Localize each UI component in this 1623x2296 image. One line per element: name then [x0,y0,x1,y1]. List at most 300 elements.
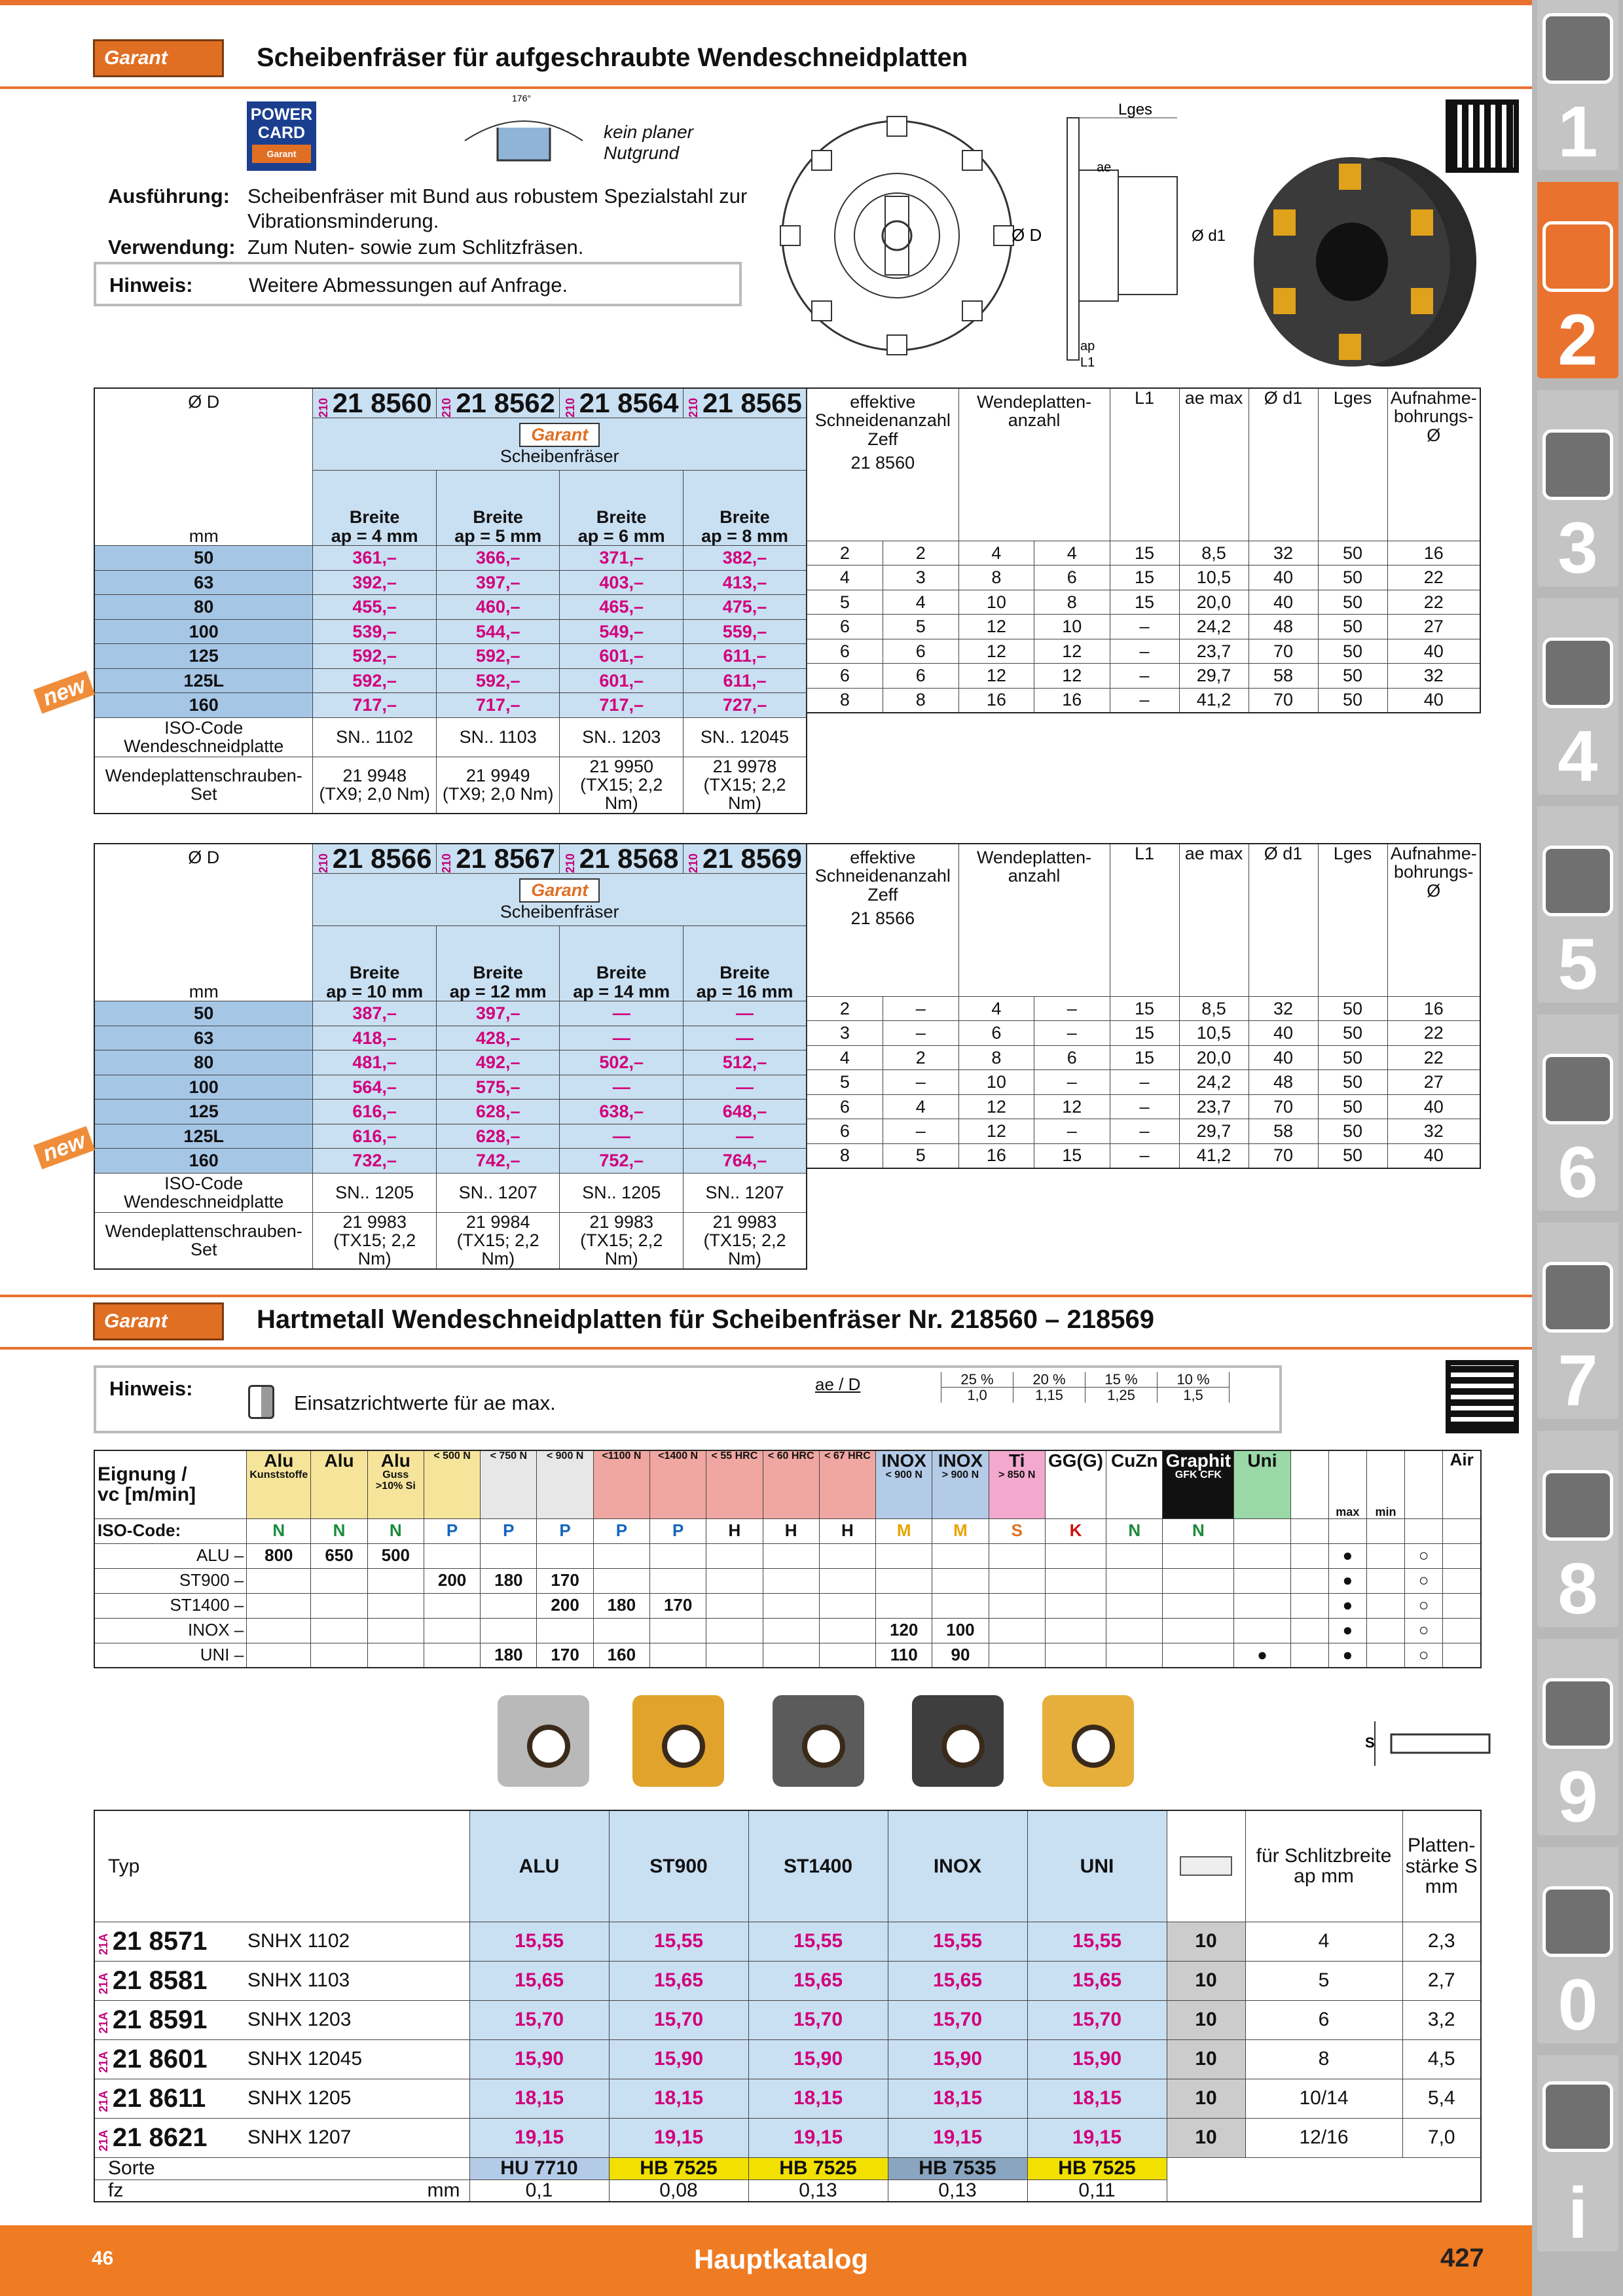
grade-header: ST900 [609,1810,748,1922]
material-column: <1400 N [650,1450,706,1518]
spec-cell: 3 [883,565,958,590]
insert-table [94,1810,1482,2202]
diameter-cell: 100 [94,1075,313,1100]
width-label: ap = 14 mm [573,981,670,1001]
vc-cell: 180 [593,1593,649,1618]
subtitle: Scheibenfräser [500,446,619,466]
price-cell: 717,– [560,693,684,718]
price-cell: 15,65 [609,1961,748,2000]
platten-header: Platten- stärke S mm [1402,1810,1481,1922]
spec-cell: 23,7 [1179,639,1249,664]
spec-cell: 12 [1034,664,1110,689]
chapter-tab-4[interactable] [1537,598,1618,795]
spec-row [807,565,1481,590]
vc-cell [311,1643,367,1668]
screw-set: 21 9978 (TX15; 2,2 Nm) [683,757,807,814]
diameter-cell: 100 [94,619,313,644]
vc-cell [706,1643,763,1668]
material-column: INOX < 900 N [876,1450,932,1518]
iso-designation: SNHX 1103 [245,1961,469,2000]
price-cell: — [683,1124,807,1149]
chapter-tab-6[interactable] [1537,1014,1618,1211]
table-row [94,1618,1481,1643]
insert-photo-inox [912,1695,1004,1787]
spec-cell: 8 [807,688,883,713]
iso-letter: S [989,1518,1045,1543]
vc-cell [989,1593,1045,1618]
vc-cell [819,1618,875,1643]
price-cell: — [683,1001,807,1026]
material-column: < 55 HRC [706,1450,763,1518]
iso-designation: SNHX 12045 [245,2039,469,2079]
spec-row [807,664,1481,689]
iso-letter: N [247,1518,311,1543]
vc-cell [706,1543,763,1568]
garant-logo: Garant [93,1302,224,1340]
price-cell: — [683,1075,807,1100]
spec-cell: 32 [1387,664,1480,689]
pack-qty: 10 [1167,2000,1245,2039]
chapter-tab-9[interactable] [1537,1639,1618,1835]
hinweis-text: Weitere Abmessungen auf Anfrage. [249,274,568,296]
spec-row [807,639,1481,664]
vc-cell [247,1593,311,1618]
spec-cell: – [883,1119,958,1144]
vc-cell [819,1593,875,1618]
vc-cell [989,1618,1045,1643]
insert-photo-alu [498,1695,589,1787]
spec-table-1: effektive Schneidenanzahl Zeff 21 8560 Wendeplatten- anzahl L1 ae max Ø d1 Lges Aufnahme- bohrungs- Ø 2 2 4 4 15 8,5 32 50 16 4 3 8 6 15 10,5 40 50 22 5 4 10 8 15 20,0 40 50 22 6 5 12 10 – 24,2 48 50 27 6 6 12 12 – 23,7 70 50 40 6 6 12 12 – 29,7 58 50 32 8 8 16 16 – 41,2 70 50 40 [807,387,1481,713]
spec-cell: – [883,1070,958,1095]
spec-cell: – [1034,1119,1110,1144]
vc-cell [763,1618,819,1643]
price-cell: 15,70 [1027,2000,1167,2039]
coolant-cell [1366,1543,1404,1568]
ausfuehrung-text: Scheibenfräser mit Bund aus robustem Spezialstahl zur [247,185,748,207]
factor-table [941,1372,1230,1403]
iso-letter: N [1106,1518,1163,1543]
coolant-cell: ● [1328,1643,1366,1668]
chapter-icon [1542,1262,1613,1333]
page-number-right: 427 [1440,2244,1484,2272]
grade-header: INOX [888,1810,1027,1922]
spec-cell: 10 [1034,615,1110,639]
spec-cell: 8 [883,688,958,713]
article-number: 21 8565 [702,387,802,418]
spec-cell: 5 [883,615,958,639]
chapter-icon [1542,846,1613,916]
diameter-cell: 80 [94,595,313,620]
vc-cell: 650 [311,1543,367,1568]
price-cell: 397,– [436,570,560,595]
thickness-icon [1365,1702,1496,1774]
fz-cell: 0,13 [888,2179,1027,2202]
price-cell: 611,– [683,668,807,693]
spec-cell: 40 [1387,1143,1480,1168]
factor-cell: 1,5 [1158,1388,1230,1403]
chapter-number: 4 [1558,716,1598,797]
vc-cell [650,1643,706,1668]
spec-row [807,1070,1481,1095]
material-column: Alu [311,1450,367,1518]
price-cell: 15,65 [888,1961,1027,2000]
diameter-cell: 160 [94,1149,313,1174]
article-cell: 21A21 8621 [94,2118,245,2157]
plate-thickness: 3,2 [1402,2000,1481,2039]
spec-cell: 12 [958,1119,1034,1144]
spec-cell: 70 [1249,1094,1318,1119]
price-cell: 512,– [683,1050,807,1075]
verwendung-label: Verwendung: [108,236,236,259]
spec-cell: 5 [883,1143,958,1168]
spec-row [807,1021,1481,1046]
vc-cell [1163,1543,1234,1568]
coolant-cell: ○ [1405,1568,1443,1593]
slot-width: 5 [1245,1961,1402,2000]
price-cell: 544,– [436,619,560,644]
qr-code-icon[interactable] [1446,1360,1519,1433]
iso-code: SN.. 1203 [560,717,684,757]
vc-cell [1106,1618,1163,1643]
spec-cell: 32 [1249,996,1318,1021]
wsp-header: Wendeplatten- anzahl [958,388,1110,541]
vc-cell [247,1643,311,1668]
table-row [94,1001,807,1026]
chapter-number: 0 [1558,1965,1598,2045]
garant-logo-small: Garant [519,423,600,446]
coolant-cell: ● [1328,1543,1366,1568]
vc-cell [932,1568,989,1593]
coolant-cell [1290,1543,1328,1568]
slot-width: 10/14 [1245,2079,1402,2118]
page-title: Scheibenfräser für aufgeschraubte Wendeschneidplatten [257,43,968,72]
power-card-badge: POWER CARD Garant [247,101,316,171]
vc-cell [876,1543,932,1568]
vc-cell: 180 [481,1568,537,1593]
chapter-tab-7[interactable] [1537,1223,1618,1419]
table-row [94,595,807,620]
price-cell: 18,15 [888,2079,1027,2118]
chapter-icon [1542,1054,1613,1124]
price-cell: 18,15 [1027,2079,1167,2118]
price-cell: 15,55 [609,1922,748,1961]
price-cell: 601,– [560,668,684,693]
fz-cell: 0,08 [609,2179,748,2202]
chapter-icon [1542,1470,1613,1541]
price-cell: 403,– [560,570,684,595]
article-number: 21 8567 [456,843,556,874]
hinweis-box-2 [94,1365,1282,1433]
price-cell: — [560,1001,684,1026]
iso-code: SN.. 1207 [683,1173,807,1212]
vc-cell [311,1568,367,1593]
iso-letter: N [311,1518,367,1543]
iso-letter: H [819,1518,875,1543]
coolant-cell [1366,1568,1404,1593]
vc-cell [1045,1643,1106,1668]
spec-cell: – [1110,1070,1179,1095]
vc-cell [1106,1643,1163,1668]
iso-letter: M [876,1518,932,1543]
price-cell: 492,– [436,1050,560,1075]
spec-row [807,1045,1481,1070]
iso-label: ISO-Code: [94,1518,247,1543]
price-cell: 752,– [560,1149,684,1174]
price-cell: 15,90 [748,2039,888,2079]
table-row [94,693,807,718]
d1-header: Ø d1 [1249,388,1318,541]
spec-cell: 16 [1387,541,1480,565]
vc-cell [367,1568,424,1593]
price-cell: 392,– [313,570,437,595]
spec-cell: 27 [1387,1070,1480,1095]
vc-cell [481,1543,537,1568]
price-cell: 742,– [436,1149,560,1174]
cutter-drawing [766,98,1264,373]
sorte-cell: HB 7525 [1027,2157,1167,2179]
grade-label: INOX – [94,1618,247,1643]
page-number-left: 46 [92,2248,114,2269]
vc-cell: 200 [537,1593,593,1618]
vc-cell: 180 [481,1643,537,1668]
spec-cell: 15 [1110,996,1179,1021]
sorte-cell: HB 7535 [888,2157,1027,2179]
table-row [94,2000,1481,2039]
ae-header: ae max [1179,388,1249,541]
material-column: INOX > 900 N [932,1450,989,1518]
spec-cell: 41,2 [1179,1143,1249,1168]
vc-cell [311,1593,367,1618]
width-label: ap = 5 mm [454,526,542,546]
spec-cell: 58 [1249,664,1318,689]
vc-cell [706,1568,763,1593]
coolant-icon: max [1328,1450,1366,1518]
chapter-tab-2[interactable] [1537,182,1618,378]
price-cell: 19,15 [469,2118,609,2157]
diameter-cell: 160 [94,693,313,718]
price-cell: 15,65 [748,1961,888,2000]
plate-thickness: 2,7 [1402,1961,1481,2000]
article-number: 21 8568 [579,843,679,874]
iso-letter: P [481,1518,537,1543]
screw-set: 21 9949 (TX9; 2,0 Nm) [436,757,560,814]
grade-label: UNI – [94,1643,247,1668]
article-number: 21 8566 [332,843,432,874]
iso-letter: N [1163,1518,1234,1543]
vc-cell [593,1543,649,1568]
table-row [94,644,807,669]
iso-letter: P [593,1518,649,1543]
table-row [94,570,807,595]
article-cell: 21A21 8581 [94,1961,245,2000]
price-cell: 764,– [683,1149,807,1174]
price-cell: 428,– [436,1026,560,1050]
vc-cell [481,1618,537,1643]
vc-cell [311,1618,367,1643]
price-cell: 19,15 [1027,2118,1167,2157]
material-column: Alu Kunststoffe [247,1450,311,1518]
footer-title: Hauptkatalog [694,2244,869,2274]
eff-header: effektive Schneidenanzahl Zeff [814,392,951,449]
svg-text:Lges: Lges [1118,101,1153,118]
spec-cell: 4 [958,541,1034,565]
grade-label: ST1400 – [94,1593,247,1618]
price-table-2: Ø D 21021 8566 21021 8567 21021 8568 21021 8569 Garant Scheibenfräser mm Breite ap = 10 mm Breite ap = 12 mm Breite ap = 14 mm Breite ap = 16 mm 50 387,– 397,– — — 63 418,– 428,– — — 80 481,– 492,– 502,– 512,– 100 564,– 575,– — — 125 616,– 628,– 638,– 648,– 125L 616,– 628,– — — 160 732,– 742,– 752,– 764,– ISO-Code Wendeschneidplatte SN.. 1205 SN.. 1207 SN.. 1205 SN.. 1207 Wendeplattenschrauben- Set 21 9983 (TX15; 2,2 Nm) 21 9984 (TX15; 2,2 Nm) 21 9983 (TX15; 2,2 Nm) 21 9983 (TX15; 2,2 Nm) [94,843,807,1270]
factor-cell: 1,0 [941,1388,1013,1403]
chapter-tab-1[interactable] [1537,0,1618,170]
price-cell: 481,– [313,1050,437,1075]
price-cell: 19,15 [609,2118,748,2157]
spec-cell: 15 [1034,1143,1110,1168]
price-cell: 397,– [436,1001,560,1026]
spec-cell: 50 [1318,639,1387,664]
price-cell: 475,– [683,595,807,620]
spec-cell: 24,2 [1179,1070,1249,1095]
iso-letter: P [424,1518,480,1543]
price-cell: 15,55 [1027,1922,1167,1961]
spec-cell: 20,0 [1179,590,1249,615]
vc-cell [424,1643,480,1668]
spec-cell: 50 [1318,615,1387,639]
article-cell: 21A21 8601 [94,2039,245,2079]
pack-qty: 10 [1167,1922,1245,1961]
spec-row [807,615,1481,639]
spec-cell: 12 [1034,639,1110,664]
price-cell: 601,– [560,644,684,669]
qr-code-icon[interactable] [1446,99,1519,173]
spec-cell: 4 [883,1094,958,1119]
pct-cell: 10 % [1158,1372,1230,1388]
price-cell: 732,– [313,1149,437,1174]
price-cell: 717,– [436,693,560,718]
insert-photo-st900 [632,1695,724,1787]
vc-cell [706,1618,763,1643]
grade-label: ALU – [94,1543,247,1568]
table-row [94,1568,1481,1593]
coolant-cell: ● [1328,1593,1366,1618]
cutter-photo [1254,151,1503,367]
table-row [94,1124,807,1149]
vc-cell [763,1568,819,1593]
screw-label: Wendeplattenschrauben- Set [94,757,313,814]
chapter-number: i [1567,2173,1588,2253]
price-cell: 616,– [313,1100,437,1124]
title-rule [0,86,1532,89]
plate-thickness: 5,4 [1402,2079,1481,2118]
spec-cell: 32 [1387,1119,1480,1144]
spec-cell: 15 [1110,1021,1179,1046]
vc-cell [1163,1643,1234,1668]
grade-header: UNI [1027,1810,1167,1922]
vc-cell: 90 [932,1643,989,1668]
material-column: GG(G) [1045,1450,1106,1518]
spec-cell: 16 [958,1143,1034,1168]
col-d-header: Ø D [94,388,313,471]
hinweis-text: Einsatzrichtwerte für ae max. [294,1391,556,1414]
price-cell: 564,– [313,1075,437,1100]
chapter-tab-5[interactable] [1537,806,1618,1003]
table-row [94,546,807,571]
iso-letter: M [932,1518,989,1543]
iso-designation: SNHX 1205 [245,2079,469,2118]
vc-cell [932,1543,989,1568]
screw-set: 21 9948 (TX9; 2,0 Nm) [313,757,437,814]
spec-cell: 40 [1249,590,1318,615]
chapter-tab-3[interactable] [1537,390,1618,586]
table-row [94,1100,807,1124]
spec-cell: 5 [807,1070,883,1095]
spec-cell: 70 [1249,688,1318,713]
spec-cell: 3 [807,1021,883,1046]
svg-text:Ø d1: Ø d1 [1192,227,1226,245]
insert-photo-st1400 [773,1695,864,1787]
diameter-cell: 80 [94,1050,313,1075]
factor-cell: 1,25 [1085,1388,1158,1403]
chapter-number: 1 [1558,92,1598,172]
spec-cell: 12 [958,615,1034,639]
price-cell: 19,15 [748,2118,888,2157]
table-row [94,668,807,693]
chapter-number: 2 [1558,300,1598,380]
coolant-cell [1366,1618,1404,1643]
chapter-icon [1542,2081,1613,2152]
spec-cell: 24,2 [1179,615,1249,639]
coolant-cell [1290,1643,1328,1668]
chapter-tab-0[interactable] [1537,1847,1618,2043]
chapter-tab-i[interactable] [1537,2055,1618,2251]
price-cell: — [560,1026,684,1050]
spec-cell: – [1110,1119,1179,1144]
pack-qty: 10 [1167,2079,1245,2118]
chapter-number: 8 [1558,1549,1598,1629]
pack-qty: 10 [1167,1961,1245,2000]
ausfuehrung-label: Ausführung: [108,185,230,207]
vc-cell [819,1543,875,1568]
screw-set: 21 9983 (TX15; 2,2 Nm) [313,1212,437,1269]
article-number: 21 8560 [332,387,432,418]
sorte-cell: HB 7525 [748,2157,888,2179]
insert-icon [248,1385,274,1419]
chapter-tab-8[interactable] [1537,1431,1618,1627]
price-cell: 549,– [560,619,684,644]
spec-cell: 8,5 [1179,541,1249,565]
vc-cell [989,1568,1045,1593]
width-label: ap = 4 mm [331,526,418,546]
price-cell: 361,– [313,546,437,571]
vc-cell [367,1618,424,1643]
material-column: Ti > 850 N [989,1450,1045,1518]
vc-cell: 800 [247,1543,311,1568]
unit-mm: mm [94,926,313,1001]
spec-cell: 50 [1318,1094,1387,1119]
vc-cell: ● [1234,1643,1290,1668]
screw-set: 21 9984 (TX15; 2,2 Nm) [436,1212,560,1269]
width-label: ap = 8 mm [701,526,788,546]
spec-cell: – [1034,1070,1110,1095]
spec-cell: – [1110,1094,1179,1119]
spec-row [807,996,1481,1021]
spec-cell: 48 [1249,1070,1318,1095]
vc-cell [650,1568,706,1593]
vc-cell [763,1543,819,1568]
material-column: Graphit GFK CFK [1163,1450,1234,1518]
price-cell: 382,– [683,546,807,571]
spec-cell: 10,5 [1179,1021,1249,1046]
table-row [94,1593,1481,1618]
fz-cell: 0,1 [469,2179,609,2202]
table-row [94,1050,807,1075]
price-cell: 575,– [436,1075,560,1100]
